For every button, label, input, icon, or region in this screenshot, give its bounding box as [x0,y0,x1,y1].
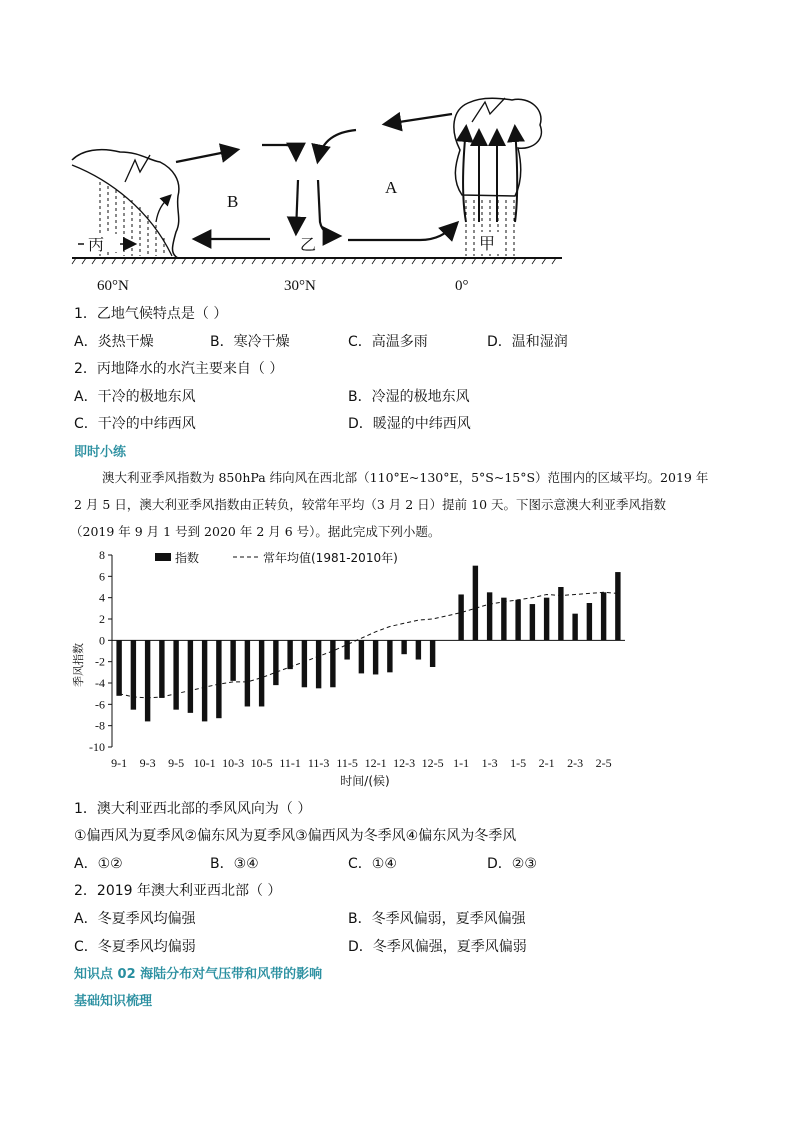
x-tick-label: 11-5 [336,756,358,770]
index-bar [245,640,250,706]
y-tick-label: -8 [95,718,105,733]
y-tick-label: -4 [95,676,105,690]
lat-0: 0° [455,278,469,294]
circulation-diagram [60,80,580,295]
x-tick-label: 10-3 [222,756,245,770]
q2-option-a[interactable]: A．干冷的极地东风 [74,389,196,405]
q2-option-c[interactable]: C．干冷的中纬西风 [74,416,196,432]
x-tick-label: 10-5 [250,756,273,770]
y-tick-label: 8 [99,548,105,562]
average-line [119,592,618,698]
index-bar [530,604,535,640]
rising-arrow-left [156,196,170,222]
question-1: 1．乙地气候特点是（ ） [74,306,228,322]
q2-2-option-a[interactable]: A．冬夏季风均偏强 [74,911,196,927]
index-bar [131,640,136,709]
x-tick-label: 1-5 [510,756,527,770]
monsoon-index-chart [60,545,640,790]
x-tick-label: 12-5 [421,756,444,770]
y-tick-label: 6 [99,569,105,584]
index-bar [302,640,307,687]
index-bar [173,640,178,709]
index-bar [330,640,335,687]
lightning-left [125,155,150,182]
x-tick-label: 9-5 [168,756,185,770]
x-tick-label: 2-1 [538,756,555,770]
passage-line-2: 2 月 5 日，澳大利亚季风指数由正转负，较常年平均（3 月 2 日）提前 10 天。下图示意澳大利亚季风指数 [74,497,667,512]
descend-arrow-2 [318,180,338,236]
x-tick-label: 9-3 [139,756,156,770]
label-jia: 甲 [479,234,496,253]
index-bar [359,640,364,673]
y-axis-label: 季风指数 [72,643,85,687]
x-axis-label: 时间/(候) [340,774,390,788]
q2-1-statements: ①偏西风为夏季风②偏东风为夏季风③偏西风为冬季风④偏东风为冬季风 [74,828,517,844]
x-tick-label: 1-1 [453,756,470,770]
section-basic: 基础知识梳理 [74,994,153,1009]
index-bar [159,640,164,698]
x-tick-label: 12-3 [393,756,416,770]
upper-arrow-right [386,114,452,124]
index-bar [544,598,549,641]
q2-2-option-b[interactable]: B．冬季风偏弱，夏季风偏强 [348,911,526,927]
index-bar [615,572,620,640]
label-bing: 丙 [88,235,105,254]
q2-1-option-c[interactable]: C．①④ [348,856,397,872]
index-bar [202,640,207,721]
label-yi: 乙 [300,235,317,254]
index-bar [373,640,378,674]
q2-2-option-c[interactable]: C．冬夏季风均偏弱 [74,939,196,955]
label-A: A [385,178,398,197]
index-bar [216,640,221,718]
index-bar [473,566,478,641]
index-bar [116,640,121,695]
q1-option-b[interactable]: B．寒冷干燥 [210,334,290,350]
surface-arrow-right [348,224,456,240]
lat-60: 60°N [97,278,129,294]
question-2-1: 1．澳大利亚西北部的季风风向为（ ） [74,801,312,817]
index-bar [572,614,577,641]
x-tick-label: 12-1 [364,756,387,770]
x-tick-label: 2-5 [595,756,612,770]
index-bar [259,640,264,706]
section-knowledge: 知识点 02 海陆分布对气压带和风带的影响 [74,967,323,982]
q2-option-d[interactable]: D．暖湿的中纬西风 [348,416,471,432]
index-bar [287,640,292,669]
index-bar [230,640,235,681]
q1-option-c[interactable]: C．高温多雨 [348,334,428,350]
index-bar [515,600,520,641]
index-bar [316,640,321,688]
index-bar [145,640,150,721]
legend-bar-swatch [155,553,171,561]
upper-arrow-descend-left [262,145,296,158]
passage-line-1: 澳大利亚季风指数为 850hPa 纬向风在西北部（110°E~130°E，5°S~15°S）范围内的区域平均。2019 年 [102,470,709,485]
y-tick-label: 0 [99,633,105,648]
q2-option-b[interactable]: B．冷湿的极地东风 [348,389,470,405]
index-bar [430,640,435,667]
x-tick-label: 2-3 [567,756,584,770]
descend-arrow-1 [296,180,298,232]
index-bar [501,598,506,641]
y-tick-label: 2 [99,612,105,626]
x-tick-label: 9-1 [111,756,128,770]
q1-option-d[interactable]: D．温和湿润 [487,334,568,350]
y-tick-label: -10 [89,740,105,754]
x-tick-label: 11-3 [307,756,330,770]
index-bar [273,640,278,685]
y-tick-label: -6 [95,697,105,712]
section-practice: 即时小练 [74,445,127,460]
index-bar [188,640,193,713]
legend-bar-label: 指数 [175,551,200,565]
index-bar [587,603,592,640]
index-bar [401,640,406,654]
lat-30: 30°N [284,278,316,294]
index-bar [416,640,421,659]
index-bar [387,640,392,672]
x-tick-label: 11-1 [279,756,301,770]
index-bar [601,592,606,640]
question-2: 2．丙地降水的水汽主要来自（ ） [74,361,284,377]
q1-option-a[interactable]: A．炎热干燥 [74,334,154,350]
q2-1-option-d[interactable]: D．②③ [487,856,537,872]
x-tick-label: 1-3 [481,756,498,770]
upper-arrow-left [176,150,236,162]
x-tick-label: 10-1 [193,756,216,770]
y-tick-label: -2 [95,654,105,669]
index-bar [487,592,492,640]
legend-line-label: 常年均值(1981-2010年) [263,551,398,565]
passage-line-3: （2019 年 9 月 1 号到 2020 年 2 月 6 号）。据此完成下列小题。 [70,524,441,539]
q2-2-option-d[interactable]: D．冬季风偏强，夏季风偏弱 [348,939,527,955]
y-tick-label: 4 [99,590,105,605]
q2-1-option-a[interactable]: A．①② [74,856,123,872]
question-2-2: 2．2019 年澳大利亚西北部（ ） [74,883,282,899]
q2-1-option-b[interactable]: B．③④ [210,856,259,872]
label-B: B [227,192,239,211]
index-bar [458,594,463,640]
upper-arrow-descend-right [318,130,356,160]
